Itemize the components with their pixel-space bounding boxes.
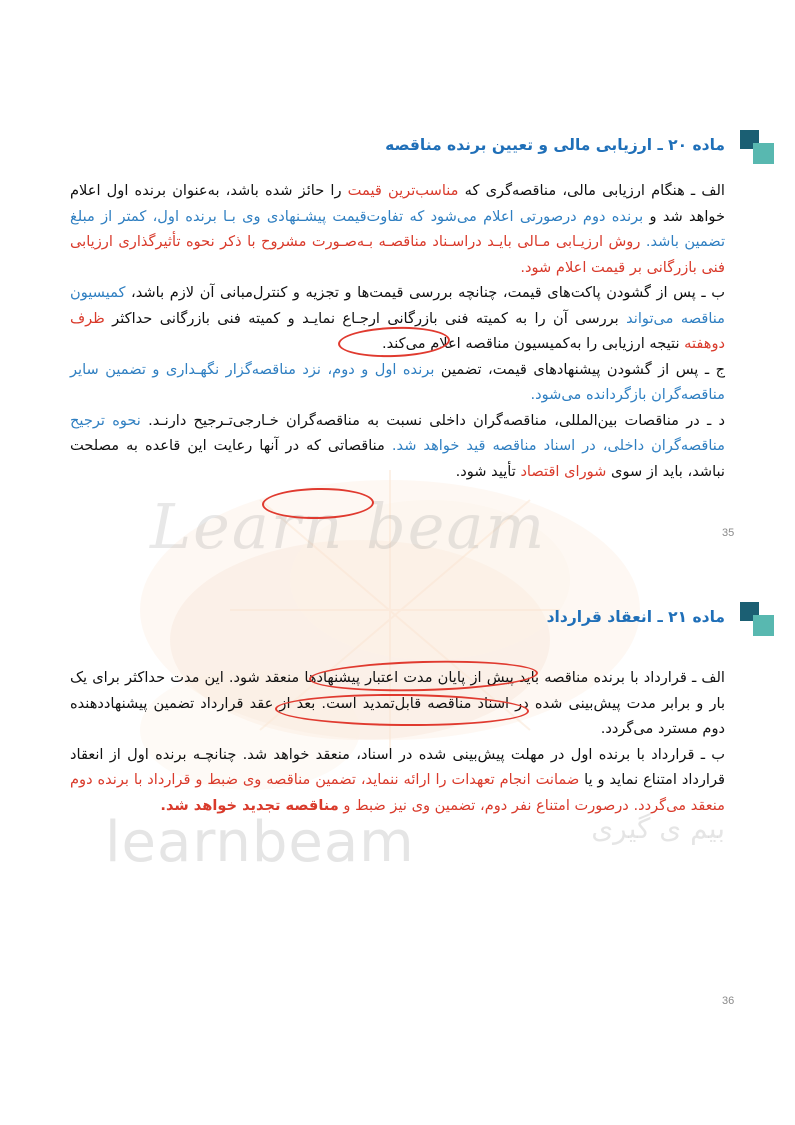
paragraph-a20-be [70, 280, 725, 357]
marker-square-light [753, 615, 774, 636]
paragraph-a20-jim [70, 357, 725, 408]
marker-square-light [753, 143, 774, 164]
section-body-article-20 [70, 178, 725, 484]
text-run: ب ـ قرارداد با برنده اول در مهلت پیش‌بینی شده در اسناد، منعقد خواهد شد. چنانچـه برنده اول از انعقاد قرارداد امتناع نماید و یا [70, 745, 725, 788]
watermark-top: Learn beam [150, 490, 547, 563]
text-run: و برابر مدت [620, 694, 710, 712]
text-run: کمیسیون مناقصه می‌تواند [70, 284, 725, 327]
text-run-annotated: باید پیش از پایان مدت اعتبار پیشنهادها [304, 669, 540, 686]
paragraph-a20-dal [70, 408, 725, 485]
section-marker-article-20 [740, 130, 774, 164]
text-run-annotated: شورای اقتصاد [520, 462, 607, 480]
watermark-bottom-fa: بیم ی گیری [591, 812, 725, 845]
paragraph-a21-alef [70, 665, 725, 742]
text-run: بررسی آن را به کمیته فنی بازرگانی ارجـاع نمایـد و کمیته فنی بازرگانی حداکثر [104, 309, 627, 327]
text-run: منعقد شود. این مدت حداکثر برای [87, 669, 305, 686]
page-number-top: 35 [722, 527, 735, 539]
text-run: ب ـ پس از گشودن پاکت‌های قیمت، چنانچه بررسی قیمت‌ها و تجزیه و کنترل‌مبانی آن لازم باشد، [125, 284, 725, 301]
watermark-bottom: learnbeam [105, 810, 415, 875]
text-run: الف ـ هنگام ارزیابی مالی، مناقصه‌گری که [458, 182, 725, 199]
section-marker-article-21 [740, 602, 774, 636]
text-run: الف ـ قرارداد با برنده مناقصه [539, 669, 725, 686]
text-run: نتیجه ارزیابی را به‌کمیسیون مناقصه اعلام می‌کند. [381, 335, 685, 352]
text-run: برنده دوم درصورتی اعلام می‌شود که تفاوت‌قیمت پیشـنهادی وی بـا برنده اول، کمتر از مبلغ تضمین باشد. [70, 207, 726, 250]
text-run: برنده اول و دوم، نزد مناقصه‌گزار نگهـداری و تضمین سایر مناقصه‌گران بازگردانده می‌شود. [70, 360, 725, 403]
section-title-article-21: ماده ۲۱ ـ انعقاد قرارداد [546, 608, 725, 626]
text-run-annotated: یک بار [70, 669, 726, 712]
page-number-bottom: 36 [722, 995, 735, 1007]
text-run: مناسب‌ترین قیمت [347, 182, 459, 199]
text-run: مناقصه تجدید خواهد شد. [160, 796, 339, 814]
text-run: د ـ در مناقصات بین‌المللی، مناقصه‌گران داخلی نسبت به مناقصه‌گران خـارجی‌تـرجیح دارنـد. [140, 411, 725, 429]
text-run: ج ـ پس از گشودن پیشنهادهای قیمت، تضمین [434, 360, 725, 378]
text-run: مناقصاتی که در آنها رعایت این قاعده به مصلحت نباشد، باید از سوی [70, 437, 725, 480]
text-run: ضمانت انجام تعهدات را ارائه ننماید، تضمین مناقصه وی ضبط و قرارداد با برنده دوم منعقد می‌گردد. [70, 771, 725, 814]
text-run: در اسناد مناقصه قابل‌تمدید است. بعد از عقد قرارداد تضمین پیشنهاددهنده دوم مسترد می‌گردد. [70, 694, 725, 737]
section-title-article-20: ماده ۲۰ ـ ارزیابی مالی و تعیین برنده مناقصه [385, 136, 725, 154]
text-run-annotated: ظرف دوهفته [70, 309, 725, 352]
text-run: نحوه ترجیح مناقصه‌گران داخلی، در اسناد مناقصه قید خواهد شد. [70, 411, 725, 454]
text-run: درصورت امتناع نفر دوم، تضمین وی نیز ضبط و [338, 796, 634, 814]
text-run: روش ارزیـابی مـالی بایـد دراسـناد مناقصـه بـه‌صـورت مشروح با ذکر نحوه تأثیرگذاری ارزیابی فنی بازرگانی بر قیمت اعلام شود. [70, 233, 725, 276]
annotation-oval-shoray-eghtesad [262, 487, 375, 520]
text-run-annotated: پیش‌بینی شده [534, 694, 621, 712]
section-body-article-21 [70, 665, 725, 818]
paragraph-a21-be [70, 742, 725, 819]
text-run: را حائز شده باشد، به‌عنوان برنده اول اعلام خواهد شد و [70, 182, 725, 225]
paragraph-a20-alef [70, 178, 725, 280]
text-run: تأیید شود. [455, 462, 521, 480]
